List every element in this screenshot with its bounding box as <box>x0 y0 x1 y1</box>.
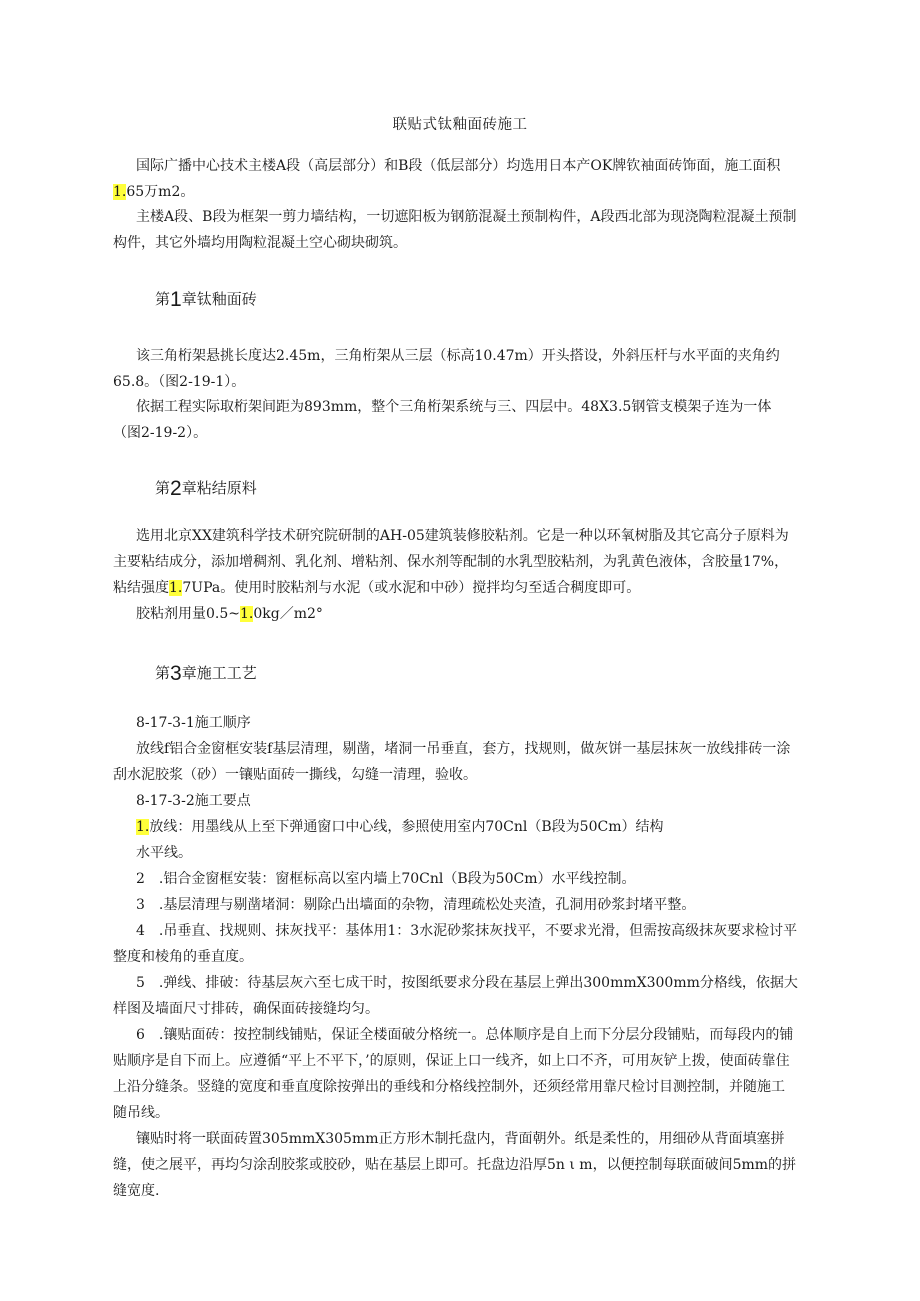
heading-text: 章施工工艺 <box>181 664 257 682</box>
highlight-mark: 1. <box>240 606 254 622</box>
body-text: 放线：用墨线从上至下弹通窗口中心线，参照使用室内70Cnl（B段为50Cm）结构 <box>149 819 664 835</box>
section-3-2-title: 8-17-3-2施工要点 <box>136 793 251 809</box>
step-1-line-1 <box>136 814 663 840</box>
closing-paragraph: 镶贴时将一联面砖置305mmX305mm正方形木制托盘内，背面朝外。纸是柔性的，用细砂从背面填塞拼缝，使之展平，再均匀涂刮胶浆或胶砂，贴在基层上即可。托盘边沿厚5n ι m，以便控制每联面破间5mm的拼缝宽度. <box>113 1131 797 1199</box>
highlight-mark: 1. <box>136 819 150 835</box>
section-3-1-body: 放线f铝合金窗框安装f基层清理，剔凿，堵洞一吊垂直，套方，找规则，做灰饼一基层抹灰一放线排砖一涂刮水泥胶浆（砂）一镶贴面砖一撕线，勾缝一清理，验收。 <box>113 741 791 783</box>
body-text: 0kg／m2° <box>253 606 323 622</box>
step-5: 5 .弹线、排破：待基层灰六至七成干时，按图纸要求分段在基层上弹出300mmX300mm分格线，依据大样图及墙面尺寸排砖，确保面砖接缝均匀。 <box>113 975 798 1017</box>
step-4: 4 .吊垂直、找规则、抹灰找平：基体用1：3水泥砂浆抹灰找平，不要求光滑，但需按高级抹灰要求检讨平整度和棱角的垂直度。 <box>113 923 798 965</box>
intro-text: 国际广播中心技术主楼A段（高层部分）和B段（低层部分）均选用日本产OK牌钦袖面砖饰面，施工面积 <box>136 158 781 174</box>
intro-paragraph-2: 主楼A段、B段为框架一剪力墙结构，一切遮阳板为钢筋混凝土预制构件，A段西北部为现浇陶粒混凝土预制构件，其它外墙均用陶粒混凝土空心砌块砌筑。 <box>113 209 797 251</box>
body-text: 胶粘剂用量0.5~ <box>136 606 240 622</box>
highlight-mark: 1. <box>169 580 183 596</box>
heading-number: 3 <box>170 662 182 685</box>
intro-text: 65万m2。 <box>126 184 195 200</box>
heading-prefix: 第 <box>155 290 171 308</box>
step-2: 2 .铝合金窗框安装：窗框标高以室内墙上70Cnl（B段为50Cm）水平线控制。 <box>136 871 636 887</box>
chapter-1-heading <box>155 287 257 312</box>
intro-paragraph-1 <box>113 153 798 205</box>
heading-number: 1 <box>170 288 182 311</box>
heading-text: 章粘结原料 <box>181 479 257 497</box>
chapter-2-heading <box>155 476 257 501</box>
body-text: 7UPa。使用时胶粘剂与水泥（或水泥和中砂）搅拌均匀至适合稠度即可。 <box>182 580 641 596</box>
chapter-1-paragraph-1: 该三角桁架悬挑长度达2.45m，三角桁架从三层（标高10.47m）开头搭设，外斜压杆与水平面的夹角约65.8。（图2-19-1）。 <box>113 348 780 390</box>
section-3-1-title: 8-17-3-1施工顺序 <box>136 715 251 731</box>
chapter-2-paragraph-2 <box>113 601 798 627</box>
chapter-3-heading <box>155 661 257 686</box>
heading-prefix: 第 <box>155 479 171 497</box>
body-text: 选用北京XX建筑科学技术研究院研制的AH-05建筑装修胶粘剂。它是一种以环氧树脂及其它高分子原料为主要粘结成分，添加增稠剂、乳化剂、增粘剂、保水剂等配制的水乳型胶粘剂，为乳黄色液体，含胶量17%，粘结强度 <box>113 528 789 596</box>
document-title: 联贴式钛釉面砖施工 <box>392 117 528 133</box>
highlight-mark: 1. <box>113 184 127 200</box>
step-3: 3 .基层清理与剔凿堵洞：剔除凸出墙面的杂物，清理疏松处夹渣，孔洞用砂浆封堵平整。 <box>136 897 696 913</box>
heading-prefix: 第 <box>155 664 171 682</box>
chapter-1-paragraph-2: 依据工程实际取桁架间距为893mm，整个三角桁架系统与三、四层中。48X3.5钢管支模架子连为一体（图2-19-2）。 <box>113 399 772 441</box>
step-1-line-2: 水平线。 <box>136 845 192 861</box>
heading-text: 章钛釉面砖 <box>181 290 257 308</box>
heading-number: 2 <box>170 477 182 500</box>
chapter-2-paragraph-1 <box>113 523 798 601</box>
step-6: 6 .镶贴面砖：按控制线铺贴，保证全楼面破分格统一。总体顺序是自上而下分层分段铺贴，而每段内的铺贴顺序是自下而上。应遵循“平上不平下，’的原则，保证上口一线齐，如上口不齐，可用灰铲上拨，使面砖靠住上沿分缝条。竖缝的宽度和垂直度除按弹出的垂线和分格线控制外，还须经常用靠尺检讨目测控制，并随施工随吊线。 <box>113 1027 794 1121</box>
